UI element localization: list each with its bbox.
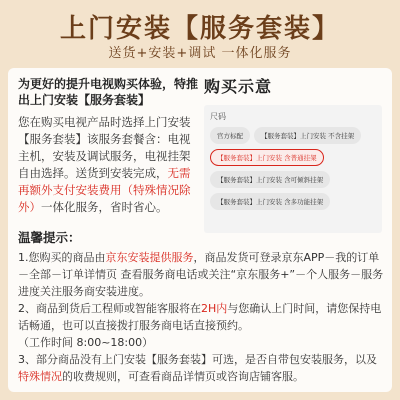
- option-chip-no-bracket[interactable]: 【服务套装】上门安装 不含挂架: [254, 127, 361, 144]
- content-card: [8, 68, 392, 392]
- tip-1: [18, 249, 384, 300]
- intro-body: [18, 114, 198, 216]
- tip-3: [18, 351, 384, 385]
- tip-3-text-b: 的收费规则，可查看商品详情页或咨询店铺客服。: [62, 370, 304, 383]
- tip-1-text-a: 1.您购买的商品由: [18, 251, 106, 264]
- option-chip-tilt-bracket[interactable]: 【服务套装】上门安装 含可倾斜挂架: [210, 171, 330, 188]
- intro-body-text-b: 一体化服务，省时省心。: [41, 200, 168, 214]
- tip-2-highlight: 2H内: [201, 302, 228, 315]
- tip-3-highlight: 特殊情况: [18, 370, 62, 383]
- tip-2-text-b: 与您确认上门时间，请您保持电话畅通，也可以直接拨打服务商电话直接预约。: [18, 302, 382, 332]
- page-subtitle: 送货+安装+调试 一体化服务: [108, 46, 292, 61]
- tips-section: [18, 228, 384, 385]
- option-chips: [210, 127, 376, 210]
- option-chip-multifunction-bracket[interactable]: 【服务套装】上门安装 含多功能挂架: [210, 193, 330, 210]
- tip-3-text-a: 3、部分商品没有上门安装【服务套装】可选，是否自带包安装服务，以及: [18, 353, 377, 366]
- purchase-demo: [204, 74, 384, 233]
- option-chip-standard[interactable]: 官方标配: [210, 127, 250, 144]
- intro-section: [18, 76, 198, 216]
- tip-2-text-a: 2、商品到货后工程师或智能客服将在: [18, 302, 201, 315]
- page-title: 上门安装【服务套装】: [59, 14, 340, 44]
- tip-1-text-b: ，商品发货可登录京东APP－我的订单－全部－订单详情页 查看服务商电话或关注“京东服务+”－个人服务－服务进度关注服务商安装进度。: [18, 251, 384, 298]
- option-chip-normal-bracket[interactable]: 【服务套装】上门安装 含普通挂架: [210, 149, 324, 166]
- size-label: 尺码: [210, 112, 226, 121]
- header: [0, 0, 400, 62]
- intro-headline: 为更好的提升电视购买体验，特推出上门安装【服务套装】: [18, 77, 199, 107]
- intro-body-highlight: 无需再额外支付安装费用（特殊情况除外）: [18, 166, 191, 214]
- intro-body-text-a: 您在购买电视产品时选择上门安装【服务套装】该服务套餐含：电视主机，安装及调试服务，电视挂架自由选择。送货到安装完成，: [18, 115, 191, 180]
- tip-2: [18, 300, 384, 334]
- purchase-demo-title: 购买示意: [204, 77, 273, 96]
- tip-2-hours: （工作时间 8:00~18:00）: [18, 336, 154, 349]
- purchase-demo-mockup: [204, 105, 382, 233]
- tip-1-highlight: 京东安装提供服务: [105, 251, 194, 264]
- tips-title: 温馨提示：: [18, 230, 81, 245]
